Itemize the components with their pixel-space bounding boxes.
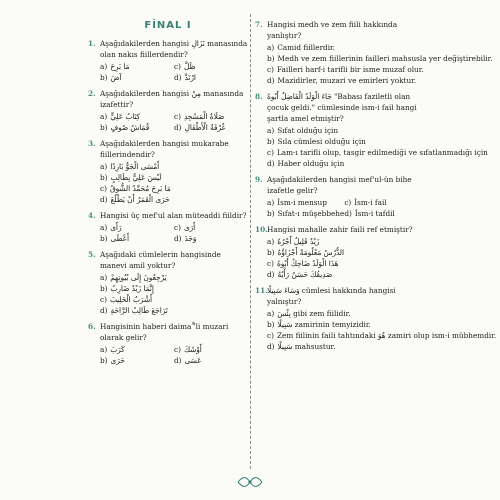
option-letter: a) [267, 43, 275, 52]
option-letter: a) [100, 273, 108, 282]
option-letter: a) [100, 62, 108, 71]
option-text: يَرْجِعُونَ إِلَى بُيُوتِهِمْ [110, 273, 167, 282]
answer-options [88, 111, 248, 133]
question-stem [255, 174, 417, 196]
answer-option[interactable] [100, 283, 248, 294]
answer-option[interactable] [267, 125, 417, 136]
option-text: وَجَدَ [184, 234, 197, 243]
option-text: هَذَا الْوَلَدُ ضَاحِكٌ أَبُوهُ [276, 259, 339, 268]
option-text: Sıfat olduğu için [277, 126, 339, 135]
option-text: مَا بَرِحَ مُحَمَّدٌ الشُّوقُ [109, 184, 171, 193]
answer-option[interactable] [267, 269, 417, 280]
answer-option[interactable] [267, 197, 344, 208]
option-text: ظَلَّ [183, 62, 196, 71]
answer-option[interactable] [100, 344, 174, 355]
option-text: Camid fiillerdir. [277, 43, 336, 52]
answer-options [255, 42, 493, 86]
question-stem [88, 249, 248, 271]
option-text: Lam-ı tarifli olup, tasgir edilmediği ve sıfatlanmadığı için [276, 148, 488, 157]
option-letter: d) [174, 123, 182, 132]
option-letter: d) [267, 270, 275, 279]
option-text: أَشْرَبُ الْحَلِيبَ [109, 295, 153, 304]
question-block [88, 138, 248, 205]
option-letter: b) [100, 356, 108, 365]
question-text: Aşağıdakilerden hangisi mef'ul-ün bihe izafetle gelir? [267, 175, 412, 195]
answer-option[interactable] [100, 355, 174, 366]
option-letter: d) [100, 306, 108, 315]
option-letter: c) [344, 198, 352, 207]
answer-option[interactable] [267, 258, 417, 269]
option-text: ارْتَدَّ [184, 73, 196, 82]
option-letter: d) [100, 195, 108, 204]
option-text: كِتَابُ عَلِيٍّ [110, 112, 141, 121]
left-question-list [88, 38, 248, 366]
answer-option[interactable] [174, 355, 248, 366]
question-block [255, 19, 493, 86]
question-block [88, 321, 248, 366]
option-letter: a) [100, 345, 108, 354]
option-text: رَأَى [110, 223, 122, 232]
answer-options [88, 272, 248, 316]
option-text: حَرَى الْقَمَرُ أَنْ يَطْلُعَ [110, 195, 170, 204]
option-letter: a) [100, 223, 108, 232]
answer-options [88, 161, 248, 205]
option-letter: a) [267, 309, 275, 318]
option-letter: d) [174, 234, 182, 243]
answer-option[interactable] [174, 222, 248, 233]
question-block [255, 174, 417, 219]
option-text: أَرَى [183, 223, 196, 232]
question-text: Aşağıdakilerden hangisi نَزَالِ manasında olan nakıs fiillerdendir? [100, 39, 248, 59]
option-letter: b) [100, 234, 108, 243]
question-block [88, 210, 248, 244]
option-letter: a) [100, 162, 108, 171]
question-stem [255, 91, 417, 124]
question-text: جَاءَ الْوَلَدُ الْفَاضِلُ أَبُوهُ "Babası faziletli olan çocuk geldi." cümlesinde ism-i fail hangi şartla amel etmiştir? [267, 92, 417, 123]
option-text: Sıfat-ı müşebbehe [277, 209, 345, 218]
option-text: Haber olduğu için [277, 159, 345, 168]
answer-options [88, 344, 248, 366]
option-text: أَمْسَى الْجَوُّ بَارِدًا [110, 162, 160, 171]
answer-option[interactable] [100, 161, 248, 172]
option-text: Medh ve zem fiillerinin failleri mahsusla yer değiştirebilir. [277, 54, 493, 63]
option-letter: c) [267, 148, 274, 157]
answer-option[interactable] [174, 122, 248, 133]
option-text: İsm-i tafdil [354, 209, 395, 218]
option-letter: d) [267, 76, 275, 85]
option-text: غُرْفَةُ الْأَطْفَالِ [184, 123, 226, 132]
answer-option[interactable] [100, 294, 248, 305]
option-text: قُمَاشُ صُوفٍ [110, 123, 150, 132]
option-text: İsm-i mensup [277, 198, 327, 207]
answer-option[interactable] [267, 236, 417, 247]
answer-option[interactable] [100, 222, 174, 233]
question-number: 3. [88, 139, 96, 148]
option-text: الدُّرُسُ مَعْلُومَةٌ أَجْزَاؤُهُ [277, 248, 345, 257]
question-number: 4. [88, 211, 96, 220]
option-letter: c) [267, 259, 274, 268]
answer-option[interactable] [100, 183, 248, 194]
option-text: Zem fiilinin faili tahtındaki هُوَ zamiri olup ism-i mübhemdir. [276, 331, 497, 340]
question-number: 9. [255, 175, 263, 184]
option-letter: c) [100, 184, 107, 193]
answer-option[interactable] [100, 272, 248, 283]
answer-option[interactable] [100, 122, 174, 133]
option-letter: b) [267, 248, 275, 257]
option-text: صَلَاةُ الْمَسْجِدِ [183, 112, 225, 121]
option-text: مَا بَرِحَ [110, 62, 130, 71]
option-letter: b) [267, 320, 275, 329]
answer-option[interactable] [100, 111, 174, 122]
answer-option[interactable] [344, 208, 417, 219]
option-text: إِنَّمَا زَيْدٌ ضَارِبٌ [110, 284, 154, 293]
option-text: عَسَى [184, 356, 202, 365]
question-text: Hangisinin haberi daima َّ'li muzari olarak gelir? [100, 322, 229, 342]
answer-option[interactable] [344, 197, 417, 208]
question-text: Aşağıdaki cümlelerin hangisinde manevi amil yoktur? [100, 250, 221, 270]
option-letter: d) [174, 73, 182, 82]
answer-option[interactable] [174, 344, 248, 355]
answer-option[interactable] [267, 158, 417, 169]
answer-option[interactable] [267, 308, 417, 319]
question-number: 10. [255, 225, 268, 234]
option-letter: c) [174, 112, 181, 121]
answer-option[interactable] [100, 194, 248, 205]
option-letter: c) [267, 65, 274, 74]
option-letter: d) [344, 209, 352, 218]
answer-options [88, 61, 248, 83]
answer-option[interactable] [267, 319, 417, 330]
ornament-icon [236, 476, 264, 488]
question-number: 7. [255, 20, 263, 29]
option-text: آضَ [110, 73, 122, 82]
option-letter: c) [174, 62, 181, 71]
answer-option[interactable] [267, 42, 417, 53]
answer-options [255, 197, 417, 219]
question-stem [88, 138, 248, 160]
option-letter: c) [174, 223, 181, 232]
left-column [88, 14, 248, 366]
answer-options [255, 125, 488, 169]
option-text: İsm-i fail [354, 198, 387, 207]
question-block [88, 38, 248, 83]
option-letter: c) [174, 345, 181, 354]
question-stem [255, 19, 417, 41]
question-number: 5. [88, 250, 96, 259]
question-block [255, 285, 497, 352]
right-question-list [255, 19, 497, 352]
answer-option[interactable] [267, 64, 424, 75]
option-letter: b) [267, 137, 275, 146]
answer-option[interactable] [100, 233, 174, 244]
option-text: لَيْسَ عَلِيٌّ بِطَالِبٍ [110, 173, 162, 182]
option-text: سَبِيلًا zamirinin temyizidir. [277, 320, 371, 329]
answer-option[interactable] [174, 72, 248, 83]
answer-option[interactable] [100, 305, 248, 316]
answer-option[interactable] [174, 61, 248, 72]
option-letter: b) [100, 284, 108, 293]
answer-option[interactable] [267, 136, 417, 147]
option-text: Sıla cümlesi olduğu için [277, 137, 366, 146]
question-stem [88, 210, 248, 221]
column-divider [250, 14, 251, 469]
question-number: 11. [255, 286, 268, 295]
question-block [255, 224, 417, 280]
question-stem [88, 88, 248, 110]
question-text: وَسَاءَ سَبِيلًا cümlesi hakkında hangisi yalnıştır? [267, 286, 396, 306]
answer-option[interactable] [267, 208, 344, 219]
answer-options [255, 236, 417, 280]
question-number: 8. [255, 92, 263, 101]
option-letter: a) [100, 112, 108, 121]
question-number: 2. [88, 89, 96, 98]
answer-option[interactable] [267, 75, 417, 86]
option-letter: b) [267, 209, 275, 218]
option-letter: d) [267, 342, 275, 351]
question-block [88, 88, 248, 133]
question-block [88, 249, 248, 316]
answer-option[interactable] [100, 61, 174, 72]
question-stem [88, 321, 248, 343]
question-stem [255, 285, 417, 307]
option-text: Failleri harf-i tarifli bir isme muzaf olur. [276, 65, 424, 74]
question-text: Hangisi mahalle zahir faili ref etmiştir? [267, 225, 413, 234]
question-number: 1. [88, 39, 96, 48]
answer-option[interactable] [267, 247, 417, 258]
answer-option[interactable] [174, 111, 248, 122]
page-title: FİNAL I [144, 20, 192, 31]
answer-option[interactable] [174, 233, 248, 244]
option-letter: c) [267, 331, 274, 340]
option-letter: c) [100, 295, 107, 304]
answer-option[interactable] [100, 172, 248, 183]
option-text: بِئْسَ gibi zem fiilidir. [277, 309, 351, 318]
option-text: سَبِيلًا mahsustur. [277, 342, 336, 351]
answer-options [88, 222, 248, 244]
answer-option[interactable] [267, 330, 497, 341]
option-letter: d) [174, 356, 182, 365]
question-number: 6. [88, 322, 96, 331]
option-text: حَرَى [110, 356, 125, 365]
option-text: زَيْدٌ قَلِيلٌ أَجْرُهُ [277, 237, 320, 246]
option-text: أَوْشَكَ [183, 345, 202, 354]
option-letter: a) [267, 237, 275, 246]
answer-option[interactable] [100, 72, 174, 83]
right-column [255, 14, 497, 352]
option-letter: b) [100, 123, 108, 132]
answer-option[interactable] [267, 147, 488, 158]
option-text: صَدِيقُكَ حَسَنٌ رَأْيُهُ [277, 270, 333, 279]
question-text: Aşağıdakilerden hangisi mukarabe fiillerindendir? [100, 139, 229, 159]
option-letter: b) [100, 173, 108, 182]
answer-option[interactable] [267, 341, 417, 352]
question-stem [255, 224, 417, 235]
question-block [255, 91, 488, 169]
option-letter: b) [100, 73, 108, 82]
question-text: Hangisi üç mef'ul alan müteaddi fiildir? [100, 211, 247, 220]
option-text: أَعْطَى [110, 234, 129, 243]
option-text: تَرَاجَعَ طَالِبُ الرَّاحَةِ [110, 306, 168, 315]
question-text: Aşağıdakilerden hangisi مِنْ manasında izafettir? [100, 89, 244, 109]
option-letter: a) [267, 198, 275, 207]
option-text: Mazidirler, muzari ve emirleri yoktur. [277, 76, 417, 85]
option-letter: a) [267, 126, 275, 135]
question-stem [88, 38, 248, 60]
option-text: كَرَبَ [110, 345, 125, 354]
answer-option[interactable] [267, 53, 493, 64]
answer-options [255, 308, 497, 352]
option-letter: d) [267, 159, 275, 168]
question-text: Hangisi medh ve zem fiili hakkında yanlıştır? [267, 20, 398, 40]
option-letter: b) [267, 54, 275, 63]
